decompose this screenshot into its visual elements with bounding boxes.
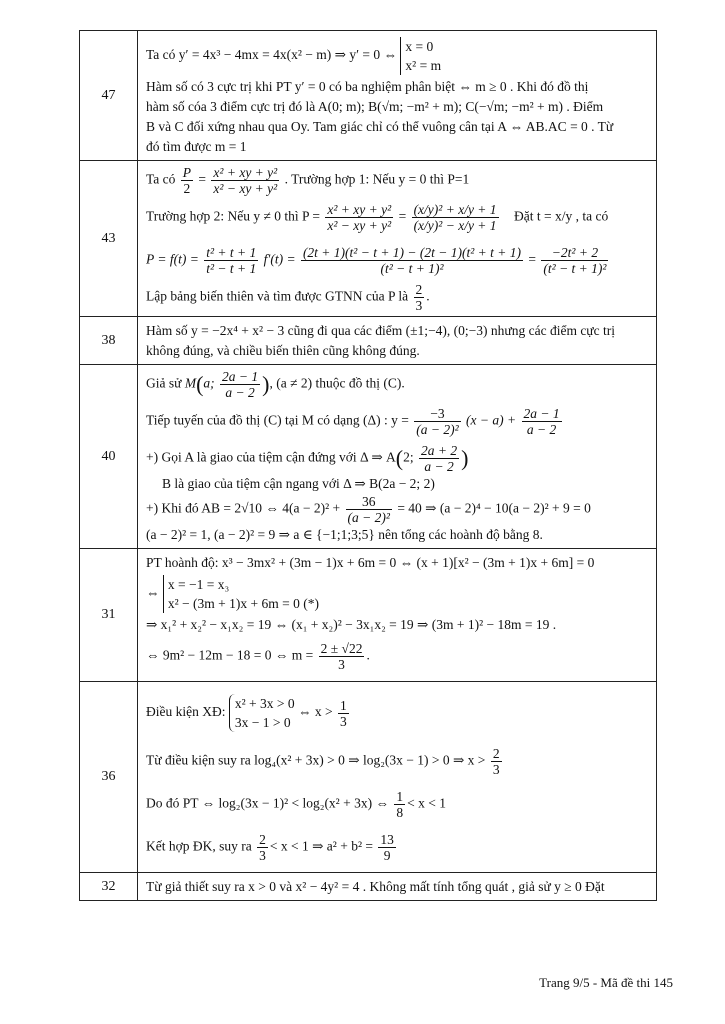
- page-footer: Trang 9/5 - Mã đề thi 145: [539, 975, 673, 990]
- fraction: $\frac{2a - 1}{a - 2}$: [523, 406, 560, 437]
- solution-line: PT hoành độ: x³ − 3mx² + (3m − 1)x + 6m = 0 ⇔ (x + 1)[x² − (3m + 1)x + 6m] = 0: [146, 555, 595, 570]
- solution-line: hàm số cóa 3 điểm cực trị đó là A(0; m); B(√m; −m² + m); C(−√m; −m² + m) . Điểm: [146, 99, 604, 114]
- solution-line: +) Gọi A là giao của tiệm cận đứng với Δ ⇒ A(2; $\frac{2a + 2}{a - 2}$ ): [146, 443, 469, 474]
- table-row: [80, 317, 657, 365]
- question-number: 40: [80, 365, 138, 549]
- fraction: $\frac{2}{3}$: [492, 746, 500, 777]
- answer-sheet: [79, 30, 657, 901]
- table-row: [80, 31, 657, 161]
- solution-cell: [138, 873, 657, 901]
- question-number: 43: [80, 161, 138, 317]
- solution-line: ⇔ 9m² − 12m − 18 = 0 ⇔ m = $\frac{2 \pm √22}{3}$ .: [146, 641, 370, 672]
- table-row: [80, 549, 657, 682]
- fraction: $\frac{2a + 2}{a - 2}$: [421, 443, 458, 474]
- fraction: $\frac{\text{x² + xy + y²}}{\text{x² − xy + y²}}$: [213, 165, 278, 196]
- solution-line: Từ điều kiện suy ra log₄(x² + 3x) > 0 ⇒ log₂(3x − 1) > 0 ⇒ x > $\frac{2}{3}$: [146, 746, 500, 777]
- fraction: $\frac{2}{3}$: [259, 832, 266, 863]
- fraction: $\frac{-3}{\text{(a − 2)²}}$: [416, 406, 459, 437]
- fraction: $\frac{2 \pm √22}{3}$: [320, 641, 363, 672]
- fraction: $\frac{36}{\text{(a − 2)²}}$: [347, 494, 390, 525]
- fraction: $\frac{\text{(x/y)² + x/y + 1}}{\text{(x/y)² − x/y + 1}}$: [413, 202, 497, 233]
- solution-line: Từ giả thiết suy ra x > 0 và x² − 4y² = 4 . Không mất tính tổng quát , giả sử y ≥ 0 Đặt: [146, 879, 605, 894]
- table-row: [80, 161, 657, 317]
- question-number: 38: [80, 317, 138, 365]
- question-number: 36: [80, 682, 138, 873]
- solution-line: Ta có y′ = 4x³ − 4mx = 4x(x² − m) ⇒ y′ = 0 ⇔ x = 0 x² = m: [146, 39, 442, 73]
- fraction: $\frac{13}{9}$: [380, 832, 394, 863]
- solution-line: P = f(t) = $\frac{\text{t² + t + 1}}{\text{t² − t + 1}}$ f′(t) = $\frac{\text{(2t + 1)(t² − t + 1) − (2t − 1)(t² + t + 1)}}{\text{(t² − t + 1)²}}$ = $\frac{\text{−2t² + 2}}{\text{(t² − t + 1)²}}$: [146, 245, 607, 276]
- solution-cell: [138, 31, 657, 161]
- solution-cell: [138, 161, 657, 317]
- table-row: [80, 365, 657, 549]
- question-number: 31: [80, 549, 138, 682]
- solution-line: Lập bảng biến thiên và tìm được GTNN của P là $\frac{2}{3}$ .: [146, 282, 430, 313]
- fraction: $\frac{P}{2}$: [182, 165, 192, 196]
- solution-cell: [138, 549, 657, 682]
- table-row: [80, 682, 657, 873]
- solution-line: B là giao của tiệm cận ngang với Δ ⇒ B(2a − 2; 2): [162, 476, 435, 491]
- solution-line: (a − 2)² = 1, (a − 2)² = 9 ⇒ a ∈ {−1;1;3;5} nên tổng các hoành độ bằng 8.: [146, 527, 543, 542]
- solution-line: ⇒ x₁² + x₂² − x₁x₂ = 19 ⇔ (x₁ + x₂)² − 3x₁x₂ = 19 ⇒ (3m + 1)² − 18m = 19 .: [146, 617, 557, 632]
- solution-cell: [138, 682, 657, 873]
- solution-line: Tiếp tuyến của đồ thị (C) tại M có dạng (Δ) : y = $\frac{-3}{\text{(a − 2)²}}$ (x − a) + $\frac{2a - 1}{a - 2}$: [146, 406, 560, 437]
- equation-system: x² + 3x > 0 3x − 1 > 0: [229, 694, 295, 732]
- solution-line: Trường hợp 2: Nếu y ≠ 0 thì P = $\frac{\text{x² + xy + y²}}{\text{x² − xy + y²}}$ = $\frac{\text{(x/y)² + x/y + 1}}{\text{(x/y)² − x/y + 1}}$ Đặt t = x/y , ta có: [146, 202, 609, 233]
- solution-cell: [138, 365, 657, 549]
- question-number: 47: [80, 31, 138, 161]
- solution-line: Giả sử M(a; $\frac{2a - 1}{a - 2}$ ), (a ≠ 2) thuộc đồ thị (C).: [146, 369, 405, 400]
- question-number: 32: [80, 873, 138, 901]
- fraction: $\frac{\text{(2t + 1)(t² − t + 1) − (2t − 1)(t² + t + 1)}}{\text{(t² − t + 1)²}}$: [302, 245, 522, 276]
- solution-line: Hàm số y = −2x⁴ + x² − 3 cũng đi qua các điểm (±1;−4), (0;−3) nhưng các điểm cực trị: [146, 323, 615, 338]
- solution-line: B và C đối xứng nhau qua Oy. Tam giác chỉ có thể vuông cân tại A ⇔ AB.AC = 0 . Từ: [146, 119, 614, 134]
- solution-line: Ta có $\frac{P}{2}$ = $\frac{\text{x² + xy + y²}}{\text{x² − xy + y²}}$ . Trường hợp 1: Nếu y = 0 thì P=1: [146, 165, 470, 196]
- equation-system: x = 0 x² = m: [400, 37, 441, 75]
- solution-line: +) Khi đó AB = 2√10 ⇔ 4(a − 2)² + $\frac{36}{\text{(a − 2)²}}$ = 40 ⇒ (a − 2)⁴ − 10(a − 2)² + 9 = 0: [146, 494, 591, 525]
- solution-line: Kết hợp ĐK, suy ra $\frac{2}{3}$ < x < 1 ⇒ a² + b² = $\frac{13}{9}$: [146, 832, 394, 863]
- fraction: $\frac{\text{x² + xy + y²}}{\text{x² − xy + y²}}$: [327, 202, 392, 233]
- solution-cell: [138, 317, 657, 365]
- solution-line: đó tìm được m = 1: [146, 139, 247, 154]
- fraction: $\frac{1}{8}$: [396, 789, 404, 820]
- fraction: $\frac{1}{3}$: [340, 697, 347, 729]
- solution-line: ⇔ x = −1 = x₃ x² − (3m + 1)x + 6m = 0 (*): [146, 577, 319, 611]
- fraction: $\frac{\text{t² + t + 1}}{\text{t² − t + 1}}$: [206, 245, 257, 276]
- solution-line: Do đó PT ⇔ log₂(3x − 1)² < log₂(x² + 3x) ⇔ $\frac{1}{8}$ < x < 1: [146, 789, 446, 820]
- solutions-table: [79, 30, 657, 901]
- solution-line: không đúng, và chiều biến thiên cũng không đúng.: [146, 343, 420, 358]
- fraction: $\frac{2}{3}$: [415, 282, 423, 313]
- solution-line: Hàm số có 3 cực trị khi PT y′ = 0 có ba nghiệm phân biệt ⇔ m ≥ 0 . Khi đó đồ thị: [146, 79, 589, 94]
- solution-line: Điều kiện XĐ: x² + 3x > 0 3x − 1 > 0 ⇔ x > $\frac{1}{3}$: [146, 696, 347, 730]
- table-row: [80, 873, 657, 901]
- fraction: $\frac{2a - 1}{a - 2}$: [222, 369, 259, 400]
- equation-system: x = −1 = x₃ x² − (3m + 1)x + 6m = 0 (*): [163, 575, 319, 613]
- fraction: $\frac{\text{−2t² + 2}}{\text{(t² − t + 1)²}}$: [543, 245, 607, 276]
